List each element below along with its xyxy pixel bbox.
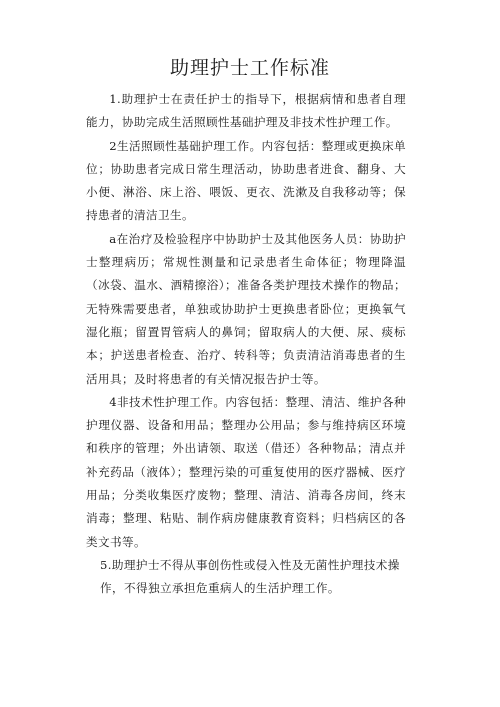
paragraph-5-line-2: 作，不得独立承担危重病人的生活护理工作。 [100,581,340,596]
paragraph-5 [100,554,420,601]
paragraph-3: a在治疗及检验程序中协助护士及其他医务人员：协助护士整理病历；常规性测量和记录患者生命体征；物理降温（冰袋、温水、酒精擦浴）；准备各类护理技术操作的物品；无特殊需要患者，单独或协助护士更换患者卧位；更换氧气湿化瓶；留置胃管病人的鼻饲；留取病人的大便、尿、痰标本；护送患者检查、治疗、转科等；负责清洁消毒患者的生活用具；及时将患者的有关情况报告护士等。 [86,231,406,386]
page-title: 助理护士工作标准 [169,57,330,79]
paragraph-5-line-1: 5.助理护士不得从事创伤性或侵入性及无菌性护理技术操 [100,557,400,572]
paragraph-2: 2生活照顾性基础护理工作。内容包括：整理或更换床单位；协助患者完成日常生理活动，协助患者进食、翻身、大小便、淋浴、床上浴、喂饭、更衣、洗漱及自我移动等；保持患者的清洁卫生。 [86,138,406,223]
paragraph-1: 1.助理护士在责任护士的指导下，根据病情和患者自理能力，协助完成生活照顾性基础护理及非技术性护理工作。 [86,92,406,130]
paragraph-4: 4非技术性护理工作。内容包括：整理、清洁、维护各种护理仪器、设备和用品；整理办公用品；参与维持病区环境和秩序的管理；外出请领、取送（借还）各种物品；清点并补充药品（液体）；整理污染的可重复使用的医疗器械、医疗用品；分类收集医疗废物；整理、清洁、消毒各房间，终末消毒；整理、粘贴、制作病房健康教育资料；归档病区的各类文书等。 [86,394,406,549]
document-body [86,88,406,601]
